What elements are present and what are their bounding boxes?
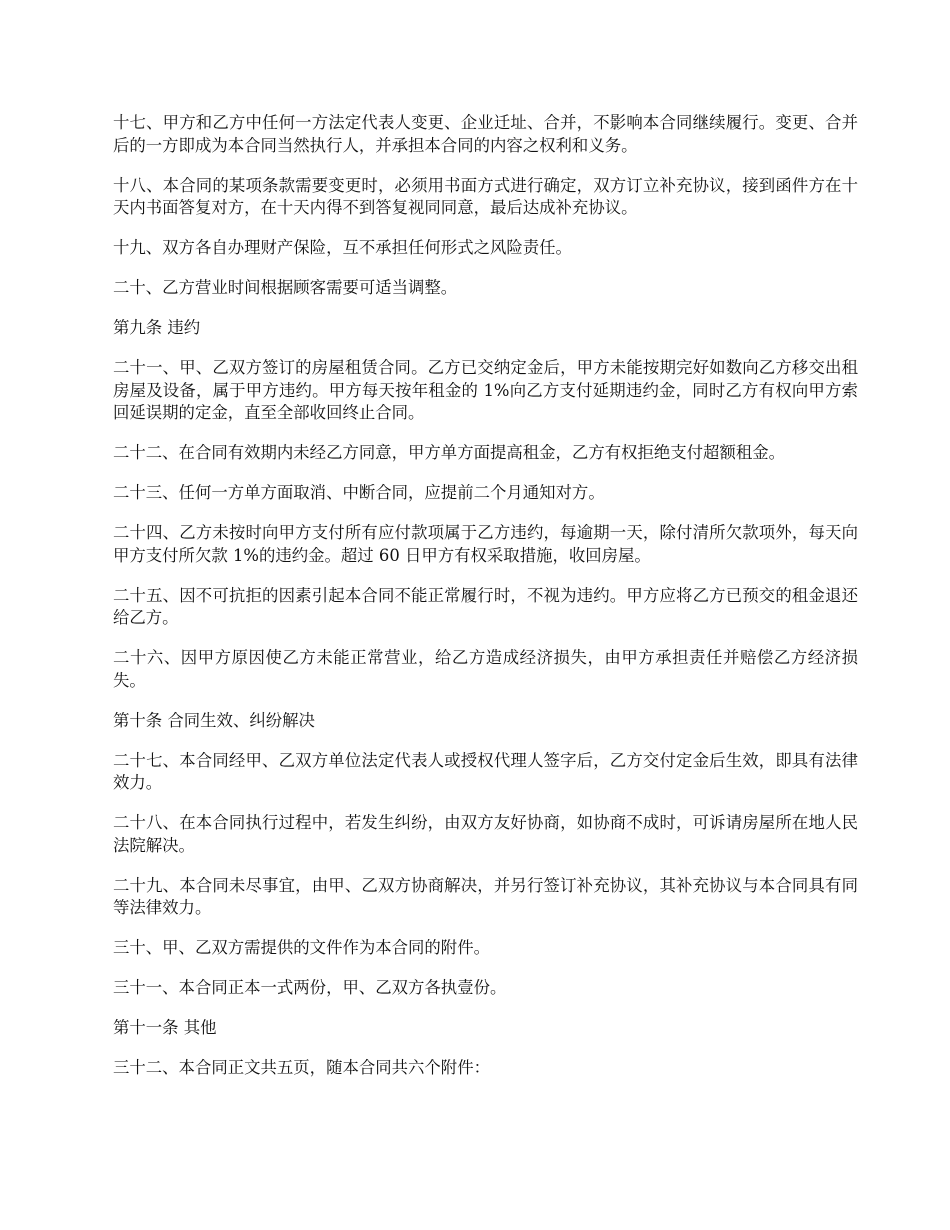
- clause-25: 二十五、因不可抗拒的因素引起本合同不能正常履行时，不视为违约。甲方应将乙方已预交的租金退还给乙方。: [113, 585, 858, 627]
- clause-17: 十七、甲方和乙方中任何一方法定代表人变更、企业迁址、合并，不影响本合同继续履行。变更、合并后的一方即成为本合同当然执行人，并承担本合同的内容之权利和义务。: [113, 113, 858, 155]
- section-heading-article-10: 第十条 合同生效、纠纷解决: [113, 710, 315, 730]
- clause-30: 三十、甲、乙双方需提供的文件作为本合同的附件。: [113, 938, 490, 957]
- section-heading-article-9: 第九条 违约: [113, 318, 201, 337]
- section-heading-article-11: 第十一条 其他: [113, 1018, 217, 1037]
- clause-27: 二十七、本合同经甲、乙双方单位法定代表人或授权代理人签字后，乙方交付定金后生效，即具有法律效力。: [113, 750, 858, 792]
- clause-26: 二十六、因甲方原因使乙方未能正常营业，给乙方造成经济损失，由甲方承担责任并赔偿乙方经济损失。: [113, 648, 858, 690]
- clause-23: 二十三、任何一方单方面取消、中断合同，应提前二个月通知对方。: [113, 483, 605, 502]
- clause-18: 十八、本合同的某项条款需要变更时，必须用书面方式进行确定，双方订立补充协议，接到函件方在十天内书面答复对方，在十天内得不到答复视同同意，最后达成补充协议。: [113, 175, 858, 217]
- document-page: [113, 112, 858, 1097]
- clause-22: 二十二、在合同有效期内未经乙方同意，甲方单方面提高租金，乙方有权拒绝支付超额租金。: [113, 443, 786, 462]
- clause-19: 十九、双方各自办理财产保险，互不承担任何形式之风险责任。: [113, 238, 572, 257]
- clause-28: 二十八、在本合同执行过程中，若发生纠纷，由双方友好协商，如协商不成时，可诉请房屋所在地人民法院解决。: [113, 813, 858, 855]
- clause-20: 二十、乙方营业时间根据顾客需要可适当调整。: [113, 278, 458, 297]
- clause-29: 二十九、本合同未尽事宜，由甲、乙双方协商解决，并另行签订补充协议，其补充协议与本合同具有同等法律效力。: [113, 875, 858, 917]
- clause-21: 二十一、甲、乙双方签订的房屋租赁合同。乙方已交纳定金后，甲方未能按期完好如数向乙方移交出租房屋及设备，属于甲方违约。甲方每天按年租金的 1%向乙方支付延期违约金，同时乙方有权向甲方索回延误期的定金，直至全部收回终止合同。: [113, 358, 858, 422]
- clause-24: 二十四、乙方未按时向甲方支付所有应付款项属于乙方违约，每逾期一天，除付清所欠款项外，每天向甲方支付所欠款 1%的违约金。超过 60 日甲方有权采取措施，收回房屋。: [113, 523, 858, 565]
- clause-31: 三十一、本合同正本一式两份，甲、乙双方各执壹份。: [113, 978, 507, 997]
- clause-32: 三十二、本合同正文共五页，随本合同共六个附件：: [113, 1058, 490, 1077]
